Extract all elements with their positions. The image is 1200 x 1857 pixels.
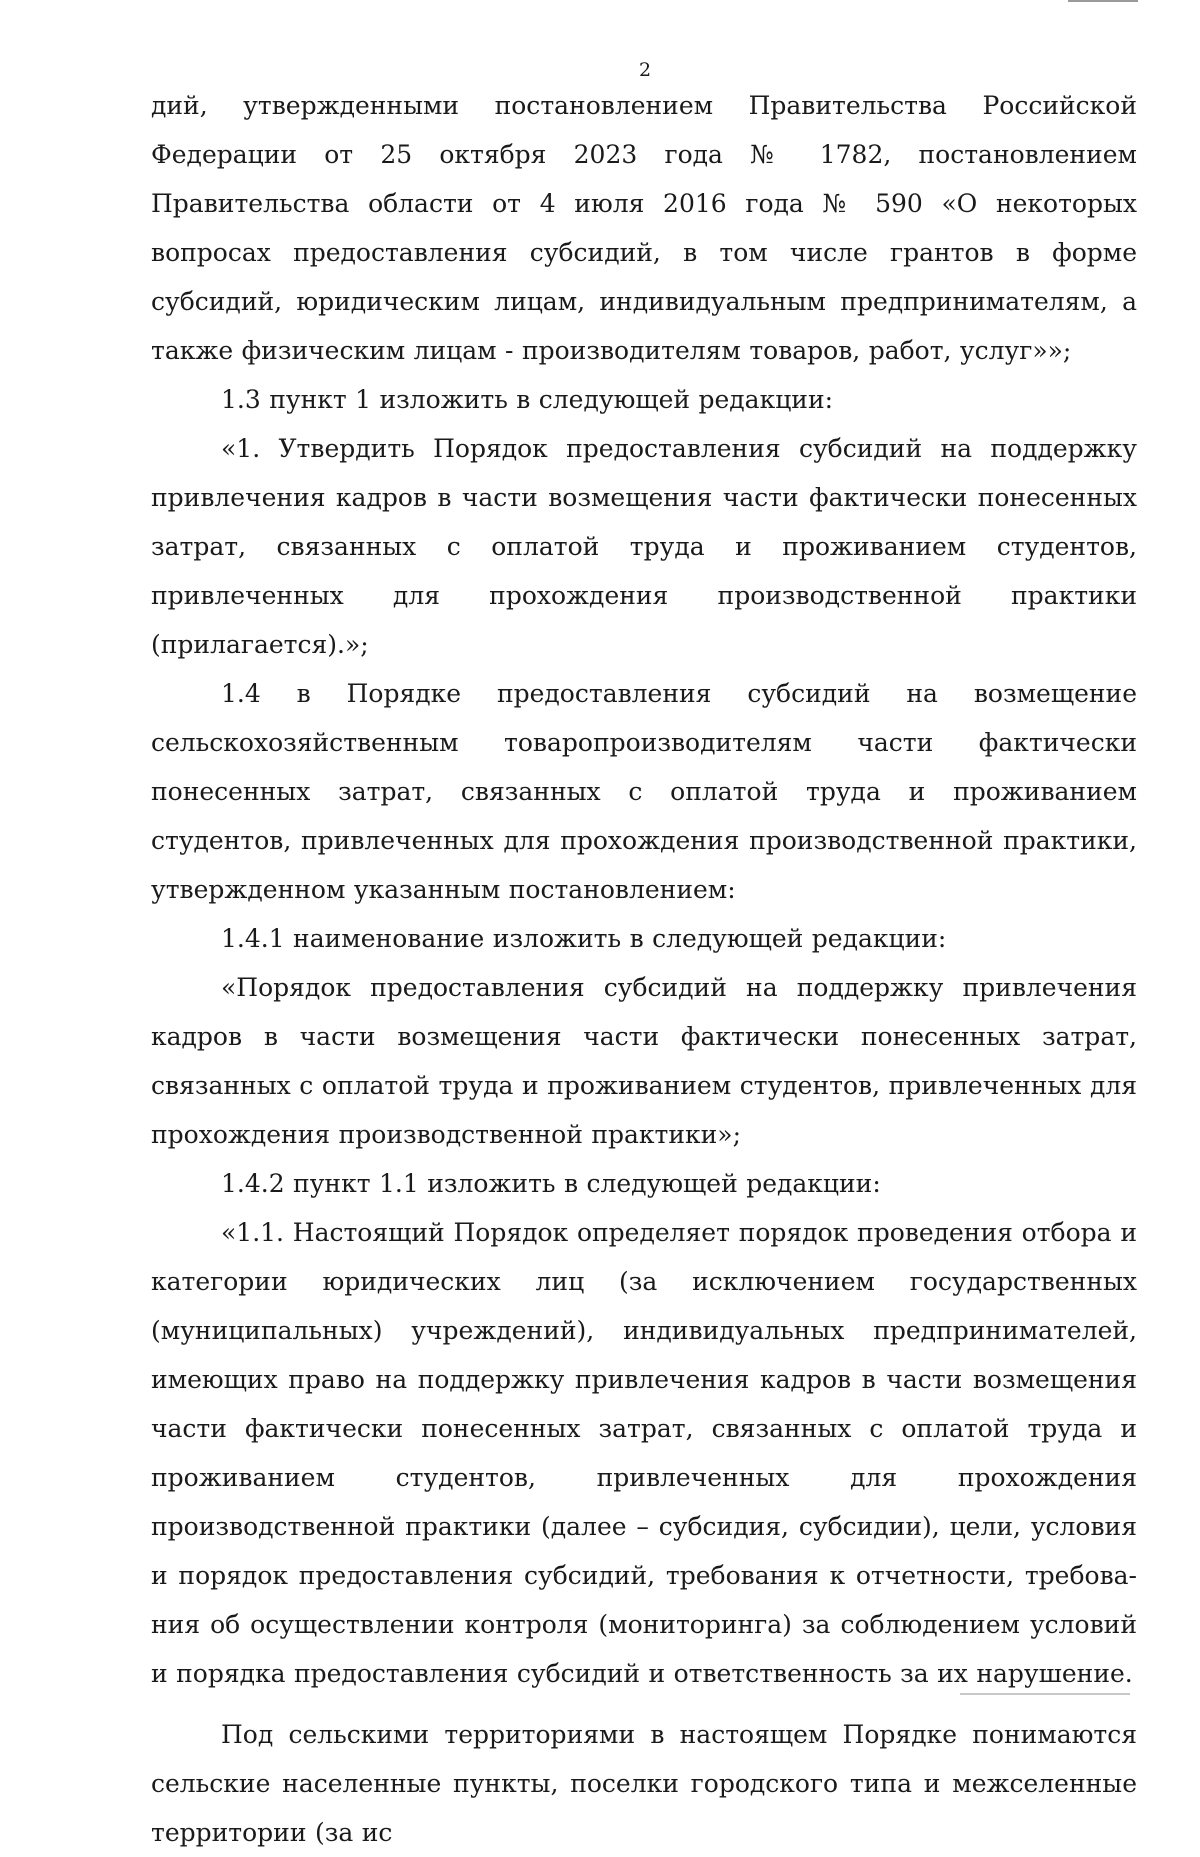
paragraph-quote-point-1-1: «1.1. Настоящий Порядок определяет порядок проведения отбора и категории юридических лиц (за исключением государственных (муниципальных) учреждений), индивидуальных предпринимателей, имеющих право на поддержку привлечения кадров в части возмещения части фактически понесенных затрат, связанных с оплатой труда и проживанием студентов, привлеченных для прохождения производственной практики (далее – субсидия, субсидии), цели, условия и порядок предоставления субсидий, требования к отчетности, требования об осуществлении контроля (мониторинга) за соблюдением условий и порядка предоставления субсидий и ответственность за их нарушение. [151, 1218, 1137, 1688]
paragraph-quote-title: «Порядок предоставления субсидий на поддержку привлечения кадров в части возмещения части фактически понесенных затрат, связанных с оплатой труда и проживанием студентов, привлеченных для прохождения производственной практики»; [151, 973, 1137, 1149]
scan-artifact-top [1068, 0, 1138, 2]
paragraph-rural-territories: Под сельскими территориями в настоящем Порядке понимаются сельские населенные пункты, поселки городского типа и межселенные территории (за ис [151, 1720, 1137, 1847]
paragraph-item-1-4-2: 1.4.2 пункт 1.1 изложить в следующей редакции: [221, 1169, 881, 1198]
document-body [151, 81, 1137, 1857]
paragraph-quote-point-1: «1. Утвердить Порядок предоставления субсидий на поддержку привлечения кадров в части возмещения части фактически понесенных затрат, связанных с оплатой труда и проживанием студентов, привлеченных для прохождения производственной практики (прилагается).»; [151, 434, 1137, 659]
paragraph-item-1-4: 1.4 в Порядке предоставления субсидий на возмещение сельскохозяйственным товаропроизводителям части фактически понесенных затрат, связанных с оплатой труда и проживанием студентов, привлеченных для прохождения производственной практики, утвержденном указанным постановлением: [151, 679, 1137, 904]
paragraph-item-1-3: 1.3 пункт 1 изложить в следующей редакции: [221, 385, 834, 414]
page-number: 2 [638, 59, 652, 81]
scan-artifact-bottom [960, 1693, 1130, 1695]
paragraph-continuation: дий, утвержденными постановлением Правительства Российской Федерации от 25 октября 2023 года № 1782, постановлением Правительства области от 4 июля 2016 года № 590 «О некоторых вопросах предоставления субсидий, в том числе грантов в форме субсидий, юридическим лицам, индивидуальным предпринимателям, а также физическим лицам - производителям товаров, работ, услуг»»; [151, 91, 1137, 365]
paragraph-item-1-4-1: 1.4.1 наименование изложить в следующей редакции: [221, 924, 947, 953]
